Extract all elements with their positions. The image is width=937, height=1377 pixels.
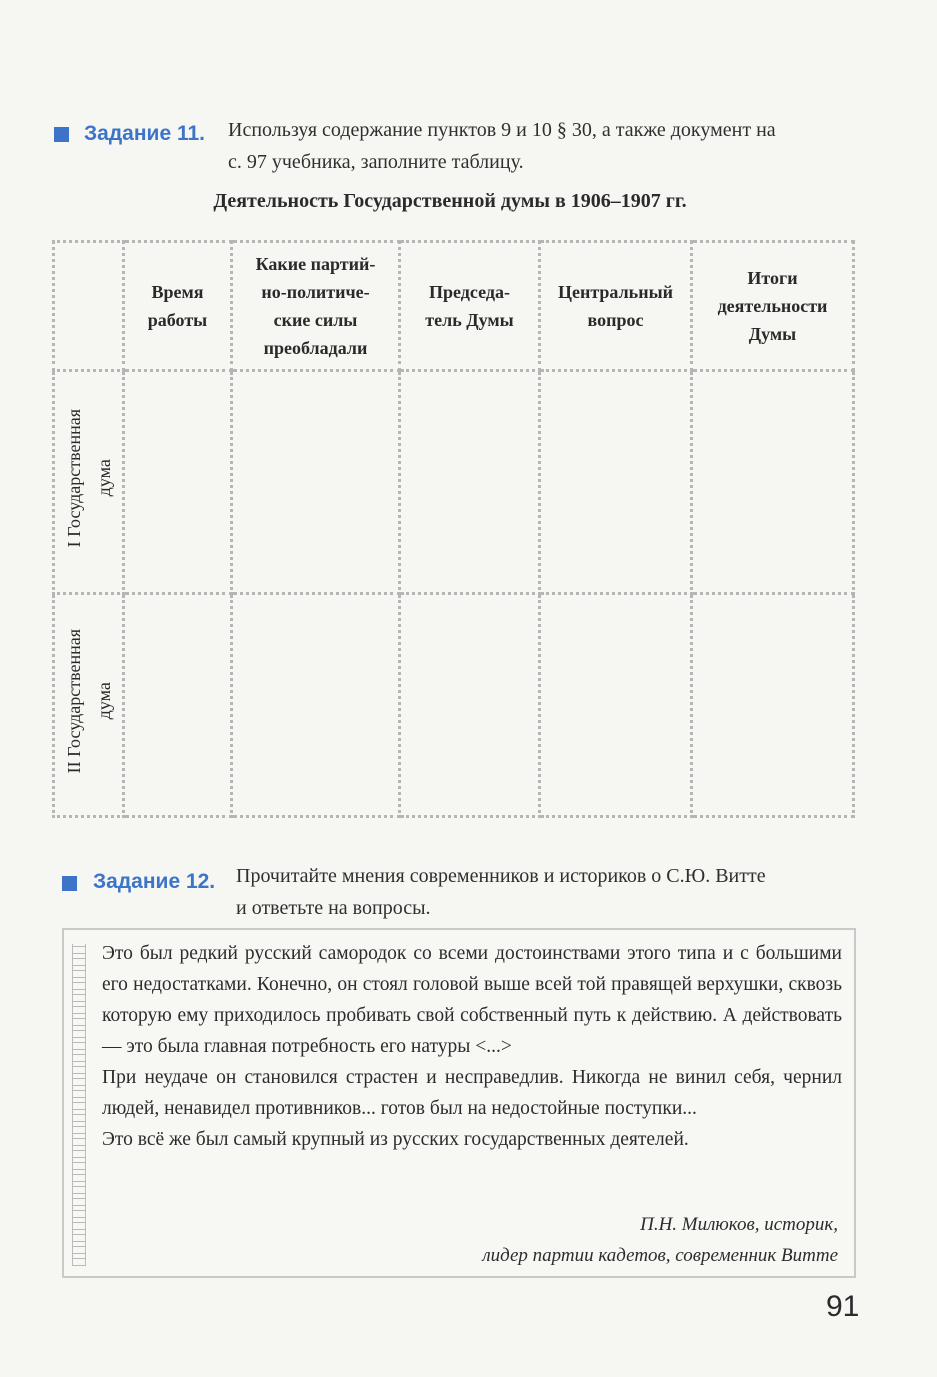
- table-row-first-duma: [54, 371, 854, 594]
- task-12-text-line1: Прочитайте мнения современников и историков о С.Ю. Витте: [236, 865, 766, 887]
- header-results-line: Итоги: [747, 268, 798, 288]
- quote-box: [62, 928, 856, 1278]
- table-title: Деятельность Государственной думы в 1906–1907 гг.: [213, 190, 687, 212]
- duma-activity-table: [52, 240, 855, 818]
- row-label-line1: II Государственная: [63, 628, 84, 774]
- header-parties-line: ские силы: [273, 310, 358, 330]
- header-chairman-line: тель Думы: [425, 310, 514, 330]
- cell-results-second[interactable]: [692, 594, 854, 817]
- quote-paragraph-1: Это был редкий русский самородок со всеми достоинствами этого типа и с большими его недостатками. Конечно, он стоял головой выше всей той правящей верхушки, сквозь которую ему приходилось пробивать свой собственный путь к действию. А действовать — это была главная потребность его натуры <...>: [102, 943, 842, 1057]
- row-label-line2: дума: [93, 682, 114, 720]
- cell-central-second[interactable]: [540, 594, 692, 817]
- cell-time-second[interactable]: [124, 594, 232, 817]
- task-11-text-line1: Используя содержание пунктов 9 и 10 § 30, а также документ на: [228, 119, 776, 141]
- cell-parties-first[interactable]: [232, 371, 400, 594]
- cell-parties-second[interactable]: [232, 594, 400, 817]
- row-label-second-duma: [54, 594, 124, 817]
- header-results-line: Думы: [748, 324, 797, 344]
- header-results: [692, 242, 854, 371]
- row-label-text: [59, 629, 119, 773]
- quote-attribution-line1: П.Н. Милюков, историк,: [640, 1214, 838, 1235]
- task-12-text-line2: и ответьте на вопросы.: [236, 897, 431, 919]
- row-label-line2: дума: [93, 459, 114, 497]
- quote-paragraph-3: Это всё же был самый крупный из русских государственных деятелей.: [102, 1129, 689, 1150]
- header-parties: [232, 242, 400, 371]
- header-results-line: деятельности: [717, 296, 828, 316]
- cell-time-first[interactable]: [124, 371, 232, 594]
- table-row-second-duma: [54, 594, 854, 817]
- task-11-text-line2: с. 97 учебника, заполните таблицу.: [228, 151, 524, 173]
- header-parties-line: но-политиче-: [261, 282, 370, 302]
- cell-central-first[interactable]: [540, 371, 692, 594]
- quote-margin-decoration: [72, 944, 86, 1266]
- header-parties-line: Какие партий-: [255, 254, 376, 274]
- header-central-question: [540, 242, 692, 371]
- quote-attribution-line2: лидер партии кадетов, современник Витте: [482, 1245, 838, 1266]
- task-12-marker: [62, 876, 77, 891]
- row-label-text: [59, 409, 119, 547]
- header-time-line: Время: [151, 282, 204, 302]
- cell-chairman-first[interactable]: [400, 371, 540, 594]
- table-header-row: [54, 242, 854, 371]
- header-empty-cell: [54, 242, 124, 371]
- header-central-line: вопрос: [587, 310, 644, 330]
- row-label-first-duma: [54, 371, 124, 594]
- row-label-line1: I Государственная: [63, 408, 84, 548]
- header-central-line: Центральный: [557, 282, 673, 302]
- task-12-label: Задание 12.: [93, 870, 216, 893]
- header-parties-line: преобладали: [263, 338, 368, 358]
- header-time: [124, 242, 232, 371]
- page-number: 91: [826, 1290, 860, 1323]
- header-chairman: [400, 242, 540, 371]
- task-11-label: Задание 11.: [84, 122, 205, 145]
- header-time-line: работы: [147, 310, 208, 330]
- cell-chairman-second[interactable]: [400, 594, 540, 817]
- quote-text: [102, 938, 842, 1155]
- cell-results-first[interactable]: [692, 371, 854, 594]
- quote-paragraph-2: При неудаче он становился страстен и несправедлив. Никогда не винил себя, чернил людей, ненавидел противников... готов был на недостойные поступки...: [102, 1067, 842, 1119]
- task-11-marker: [54, 127, 69, 142]
- header-chairman-line: Председа-: [429, 282, 510, 302]
